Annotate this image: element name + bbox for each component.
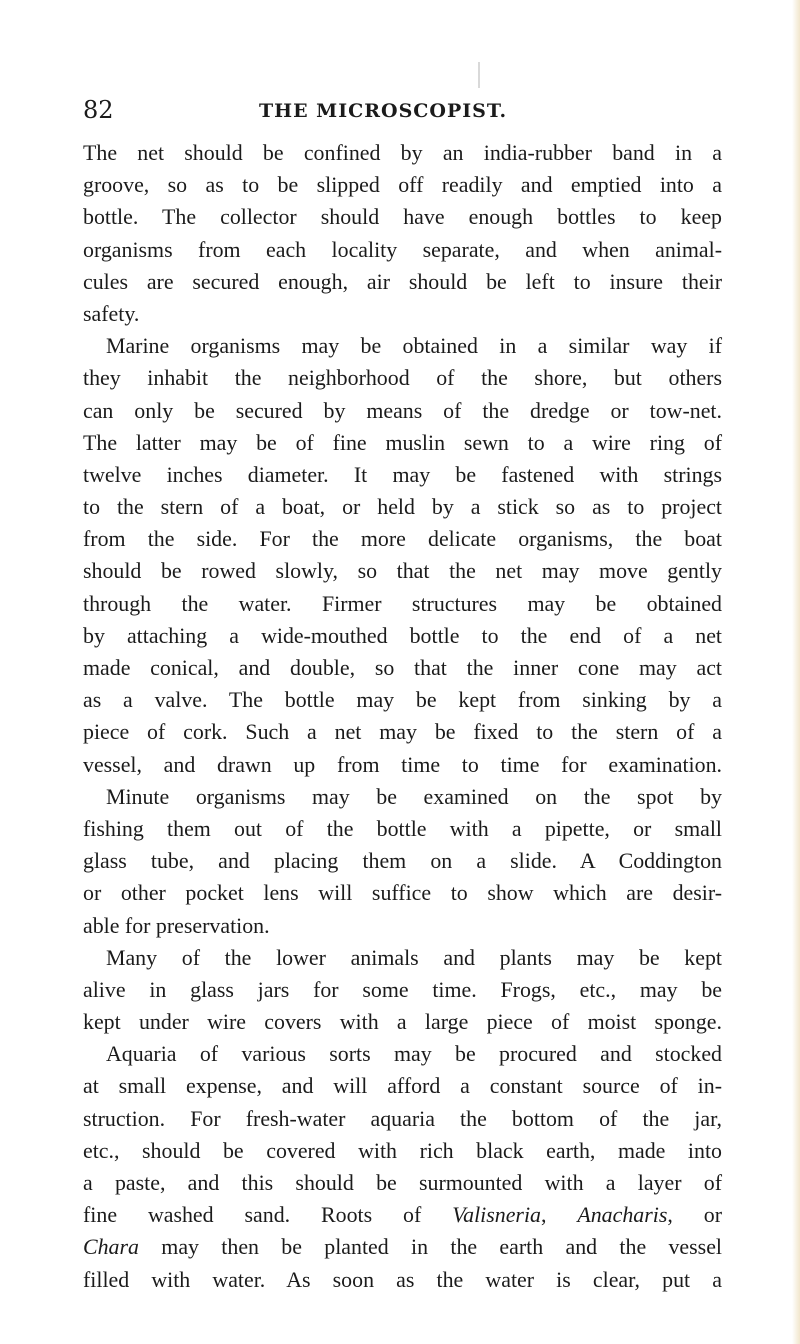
text-line: Many of the lower animals and plants may be kept	[106, 944, 722, 970]
text-line: kept under wire covers with a large piece of moist sponge.	[83, 1009, 722, 1035]
text-line: The latter may be of fine muslin sewn to a wire ring of	[83, 429, 722, 455]
text-line: should be rowed slowly, so that the net may move gently	[83, 558, 722, 584]
italic-term-valisneria: Valisneria	[452, 1202, 541, 1228]
text-line: able for preservation.	[83, 912, 270, 938]
text-line: or other pocket lens will suffice to show which are desir-	[83, 880, 722, 906]
text-segment: fine washed sand. Roots of	[83, 1202, 453, 1228]
text-line: as a valve. The bottle may be kept from sinking by a	[83, 687, 722, 713]
text-line: by attaching a wide-mouthed bottle to the end of a net	[83, 622, 722, 648]
text-line-with-italics	[83, 1199, 722, 1231]
text-line: fishing them out of the bottle with a pipette, or small	[83, 815, 722, 841]
text-segment: may then be planted in the earth and the vessel	[138, 1234, 722, 1260]
text-line: groove, so as to be slipped off readily and emptied into a	[83, 172, 722, 198]
text-line: made conical, and double, so that the inner cone may act	[83, 655, 722, 680]
page-header	[83, 94, 723, 126]
text-line: struction. For fresh-water aquaria the bottom of the jar,	[83, 1105, 722, 1131]
text-line: from the side. For the more delicate organisms, the boat	[83, 526, 722, 552]
text-line: etc., should be covered with rich black earth, made into	[83, 1137, 722, 1163]
text-line: through the water. Firmer structures may be obtained	[83, 590, 722, 616]
text-line: organisms from each locality separate, and when animal-	[83, 236, 722, 262]
text-line: alive in glass jars for some time. Frogs, etc., may be	[83, 976, 722, 1002]
text-line: a paste, and this should be surmounted with a layer of	[83, 1170, 722, 1195]
page-number: 82	[83, 96, 114, 124]
text-line: Aquaria of various sorts may be procured and stocked	[106, 1041, 722, 1067]
text-line: twelve inches diameter. It may be fastened with strings	[83, 461, 722, 487]
text-line: piece of cork. Such a net may be fixed to the stern of a	[83, 719, 722, 745]
text-line: bottle. The collector should have enough bottles to keep	[83, 204, 722, 230]
text-line: The net should be confined by an india-rubber band in a	[83, 140, 722, 165]
text-line: Minute organisms may be examined on the spot by	[106, 783, 722, 809]
text-line: glass tube, and placing them on a slide. A Coddington	[83, 848, 722, 874]
text-line: can only be secured by means of the dredge or tow-net.	[83, 397, 722, 423]
text-line-with-italics	[83, 1231, 722, 1263]
body-text	[83, 137, 722, 1296]
text-line: to the stern of a boat, or held by a stick so as to project	[83, 494, 722, 520]
page-edge	[792, 0, 800, 1344]
text-line: filled with water. As soon as the water is clear, put a	[83, 1266, 722, 1292]
text-line: vessel, and drawn up from time to time for examination.	[83, 751, 722, 777]
text-line: they inhabit the neighborhood of the shore, but others	[83, 365, 722, 391]
italic-term-chara: Chara	[83, 1234, 139, 1260]
text-line: Marine organisms may be obtained in a similar way if	[106, 333, 722, 359]
scan-speck	[478, 62, 480, 88]
text-segment: ,	[540, 1202, 578, 1228]
text-line: safety.	[83, 300, 140, 326]
text-line: at small expense, and will afford a constant source of in-	[83, 1073, 722, 1099]
text-segment: , or	[667, 1202, 722, 1228]
text-line: cules are secured enough, air should be left to insure their	[83, 268, 722, 294]
italic-term-anacharis: Anacharis	[577, 1202, 668, 1228]
running-head: THE MICROSCOPIST.	[259, 100, 508, 122]
